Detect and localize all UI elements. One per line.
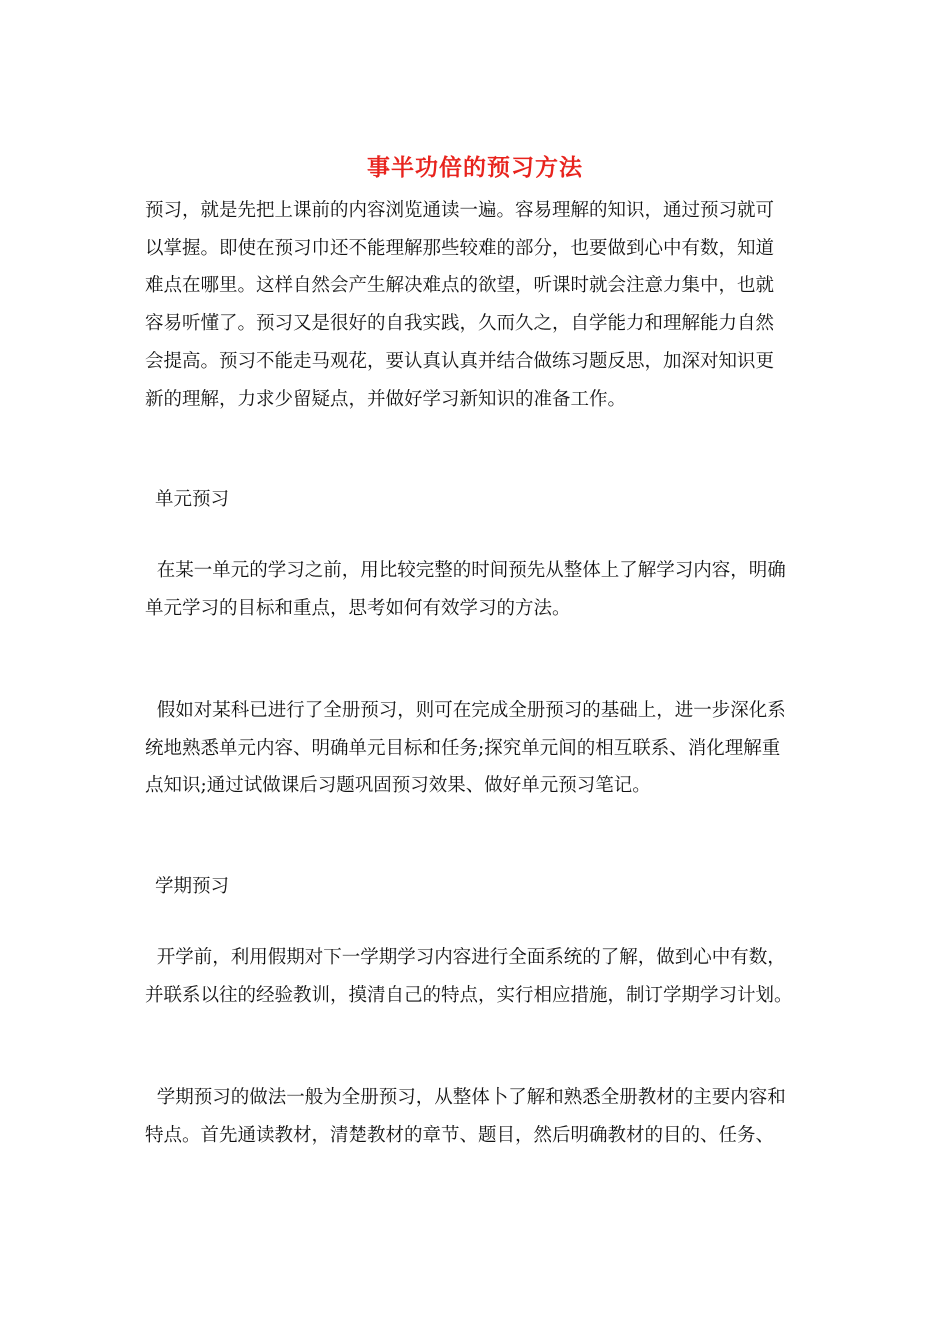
paragraph-line: 预习，就是先把上课前的内容浏览通读一遍。容易理解的知识，通过预习就可 (145, 200, 775, 221)
paragraph-line: 在某一单元的学习之前，用比较完整的时间预先从整体上了解学习内容，明确 (145, 560, 786, 581)
paragraph-line: 学期预习的做法一般为全册预习，从整体卜了解和熟悉全册教材的主要内容和 (145, 1087, 786, 1108)
semester-preview-paragraph-2 (145, 1079, 810, 1154)
section-heading-semester-preview: 学期预习 (155, 876, 230, 897)
paragraph-line: 点知识;通过试做课后习题巩固预习效果、做好单元预习笔记。 (145, 775, 651, 797)
paragraph-line: 统地熟悉单元内容、明确单元目标和任务;探究单元间的相互联系、消化理解重 (145, 737, 781, 759)
unit-preview-paragraph-1 (145, 552, 810, 627)
paragraph-line: 以掌握。即使在预习巾还不能理解那些较难的部分，也要做到心中有数，知道 (145, 237, 775, 259)
unit-preview-paragraph-2 (145, 692, 810, 805)
paragraph-line: 假如对某科已进行了全册预习，则可在完成全册预习的基础上，进一步深化系 (145, 700, 786, 721)
paragraph-line: 特点。首先通读教材，清楚教材的章节、题目，然后明确教材的目的、任务、 (145, 1124, 775, 1146)
paragraph-line: 容易听懂了。预习又是很好的自我实践，久而久之，自学能力和理解能力自然 (145, 313, 775, 335)
section-heading-unit-preview: 单元预习 (155, 489, 230, 510)
paragraph-line: 难点在哪里。这样自然会产生解决难点的欲望，听课时就会注意力集中，也就 (145, 275, 775, 297)
paragraph-line: 新的理解，力求少留疑点，并做好学习新知识的准备工作。 (145, 388, 627, 410)
paragraph-line: 并联系以往的经验教训，摸清自己的特点，实行相应措施，制订学期学习计划。 (145, 984, 793, 1006)
semester-preview-paragraph-1 (145, 939, 810, 1014)
paragraph-line: 开学前，利用假期对下一学期学习内容进行全面系统的了解，做到心中有数， (145, 947, 786, 968)
intro-paragraph (145, 192, 810, 418)
document-title: 事半功倍的预习方法 (367, 154, 583, 181)
paragraph-line: 会提高。预习不能走马观花，要认真认真并结合做练习题反思，加深对知识更 (145, 350, 775, 372)
paragraph-line: 单元学习的目标和重点，思考如何有效学习的方法。 (145, 597, 571, 619)
